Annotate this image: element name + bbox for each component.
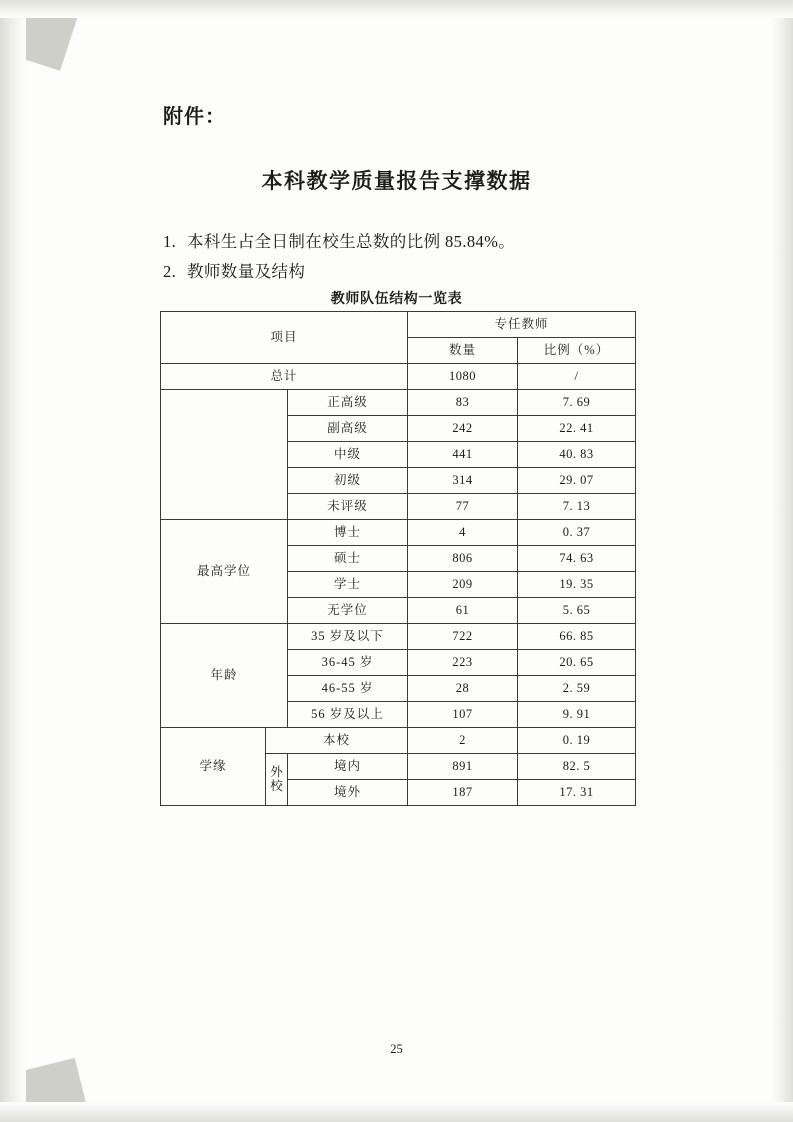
header-project: 项目 [161, 312, 408, 364]
subgroup-label-other-school [266, 754, 288, 806]
list-item-text: 本科生占全日制在校生总数的比例 85.84%。 [187, 232, 516, 251]
cell-ratio: 19. 35 [518, 572, 636, 598]
cell-ratio: 5. 65 [518, 598, 636, 624]
cell-ratio: 74. 63 [518, 546, 636, 572]
row-label: 博士 [288, 520, 408, 546]
row-label: 本校 [266, 728, 408, 754]
cell-count: 2 [408, 728, 518, 754]
group-label-academic-origin: 学缘 [161, 728, 266, 806]
row-label: 无学位 [288, 598, 408, 624]
header-fulltime-teacher: 专任教师 [408, 312, 636, 338]
table-row [161, 728, 636, 754]
row-label: 46-55 岁 [288, 676, 408, 702]
cell-count: 28 [408, 676, 518, 702]
table-row [161, 624, 636, 650]
cell-count: 187 [408, 780, 518, 806]
row-label: 36-45 岁 [288, 650, 408, 676]
row-label: 未评级 [288, 494, 408, 520]
cell-ratio: 20. 65 [518, 650, 636, 676]
cell-count: 441 [408, 442, 518, 468]
group-label-highest-degree: 最高学位 [161, 520, 288, 624]
cell-count: 891 [408, 754, 518, 780]
row-label: 副高级 [288, 416, 408, 442]
row-label: 中级 [288, 442, 408, 468]
table-row [161, 312, 636, 338]
cell-count: 806 [408, 546, 518, 572]
cell-count: 77 [408, 494, 518, 520]
table-row [161, 364, 636, 390]
cell-count: 4 [408, 520, 518, 546]
cell-ratio: 17. 31 [518, 780, 636, 806]
cell-ratio: 9. 91 [518, 702, 636, 728]
row-label: 56 岁及以上 [288, 702, 408, 728]
subgroup-label-char-1: 外 [270, 764, 283, 779]
header-ratio: 比例（%） [518, 338, 636, 364]
row-label: 境外 [288, 780, 408, 806]
page-title: 本科教学质量报告支撑数据 [261, 169, 532, 193]
cell-ratio: / [518, 364, 636, 390]
cell-ratio: 7. 13 [518, 494, 636, 520]
cell-ratio: 22. 41 [518, 416, 636, 442]
cell-ratio: 7. 69 [518, 390, 636, 416]
cell-count: 209 [408, 572, 518, 598]
page-number: 25 [390, 1042, 403, 1056]
row-label: 35 岁及以下 [288, 624, 408, 650]
cell-count: 61 [408, 598, 518, 624]
header-count: 数量 [408, 338, 518, 364]
cell-count: 83 [408, 390, 518, 416]
list-item-text: 教师数量及结构 [187, 262, 306, 281]
list-item-number: 2. [163, 262, 177, 281]
cell-ratio: 0. 37 [518, 520, 636, 546]
cell-ratio: 29. 07 [518, 468, 636, 494]
group-label-age: 年龄 [161, 624, 288, 728]
table-row [161, 390, 636, 416]
row-label: 境内 [288, 754, 408, 780]
group-label-title [161, 390, 288, 520]
cell-count: 242 [408, 416, 518, 442]
cell-count: 223 [408, 650, 518, 676]
cell-ratio: 2. 59 [518, 676, 636, 702]
cell-count: 107 [408, 702, 518, 728]
row-label: 学士 [288, 572, 408, 598]
cell-ratio: 66. 85 [518, 624, 636, 650]
table-caption: 教师队伍结构一览表 [330, 292, 463, 307]
row-label: 正高级 [288, 390, 408, 416]
teacher-structure-table [160, 311, 636, 806]
list-item [163, 228, 515, 252]
attachment-label: 附件： [163, 106, 226, 128]
subgroup-label-char-2: 校 [270, 778, 283, 793]
list-item-number: 1. [163, 232, 177, 251]
cell-count: 722 [408, 624, 518, 650]
cell-ratio: 0. 19 [518, 728, 636, 754]
cell-ratio: 82. 5 [518, 754, 636, 780]
row-label: 初级 [288, 468, 408, 494]
list-item [163, 258, 305, 282]
row-label-total: 总计 [161, 364, 408, 390]
table-row [161, 520, 636, 546]
cell-count: 1080 [408, 364, 518, 390]
cell-count: 314 [408, 468, 518, 494]
cell-ratio: 40. 83 [518, 442, 636, 468]
row-label: 硕士 [288, 546, 408, 572]
